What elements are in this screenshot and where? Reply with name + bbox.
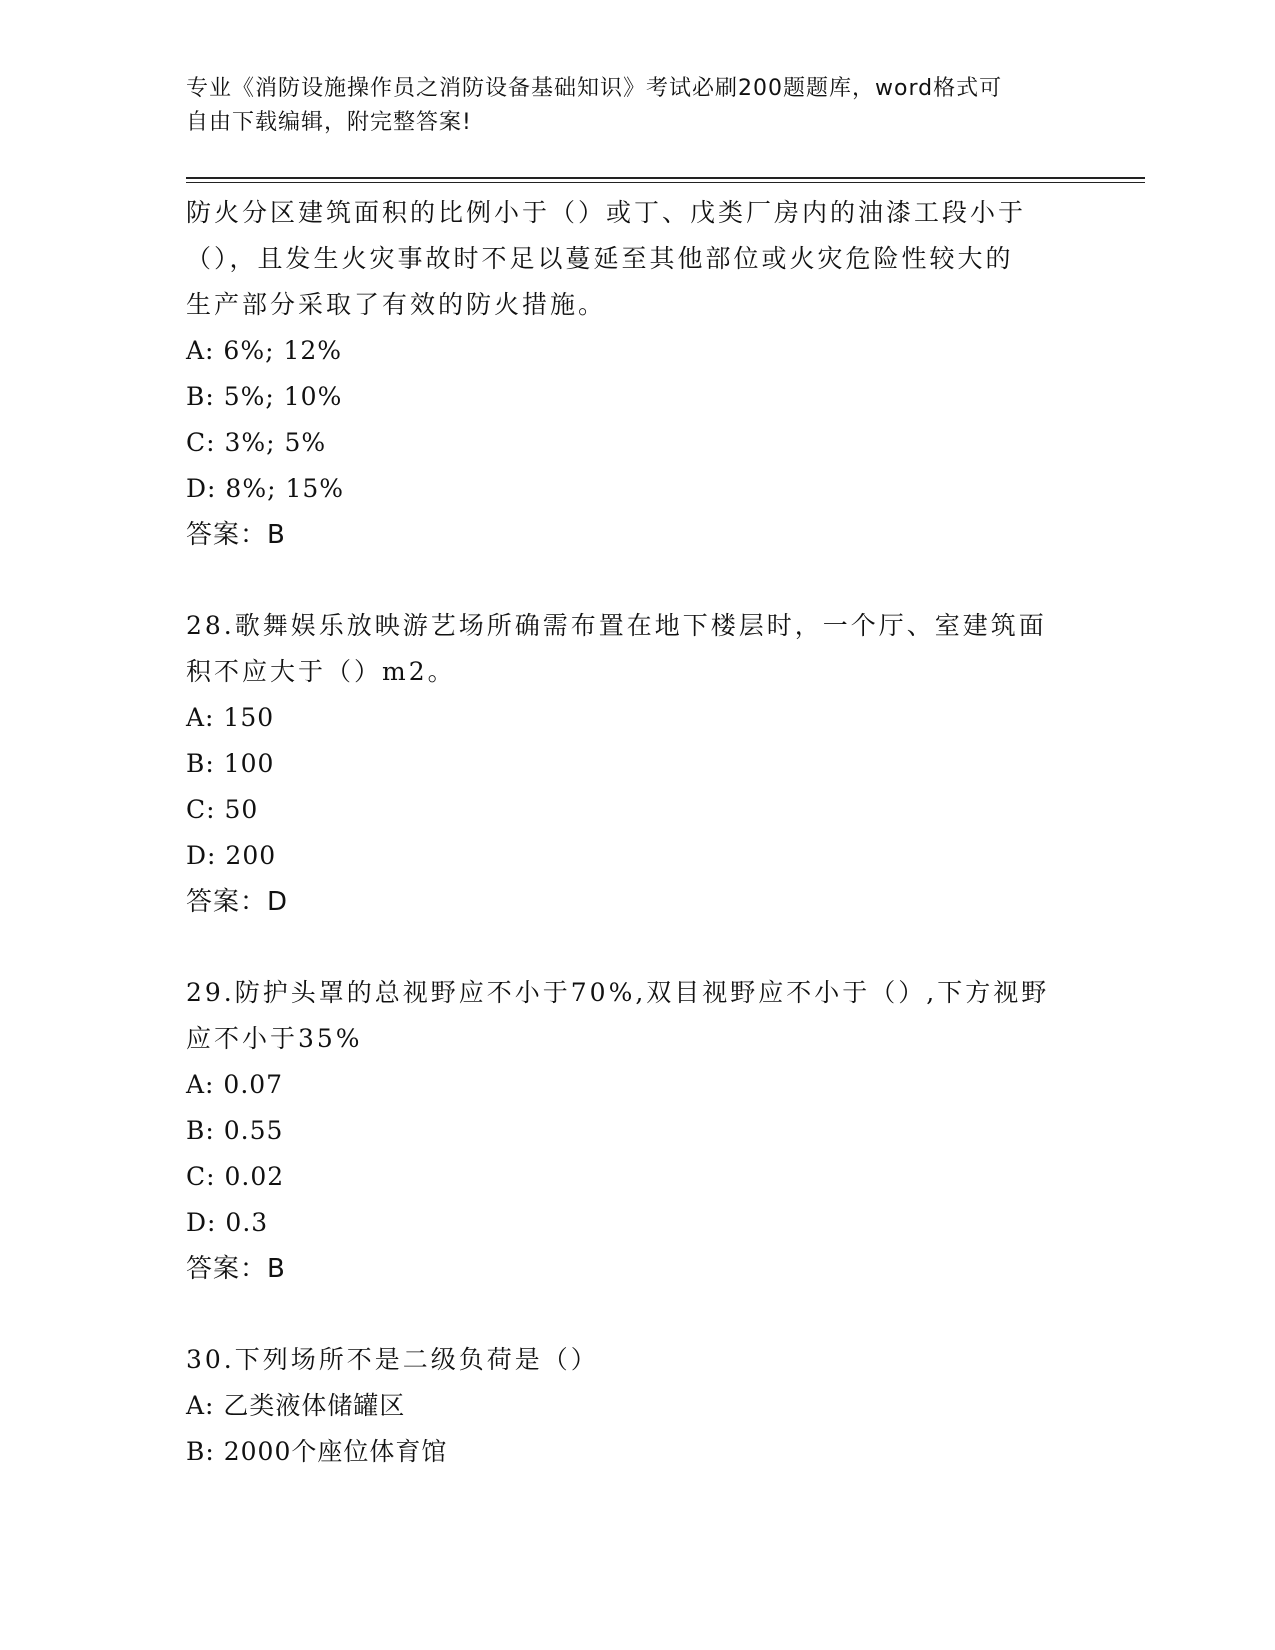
header-divider-thin <box>186 182 1145 183</box>
question-text-line: （），且发生火灾事故时不足以蔓延至其他部位或火灾危险性较大的 <box>186 244 1014 273</box>
option-d: D: 8%; 15% <box>186 474 345 503</box>
question-block <box>186 603 1086 925</box>
answer-line: 答案：D <box>186 887 289 917</box>
option-b: B: 5%; 10% <box>186 382 343 411</box>
answer-line: 答案：B <box>186 520 286 550</box>
question-list <box>186 190 1086 1475</box>
option-c: C: 0.02 <box>186 1162 285 1191</box>
option-d: D: 200 <box>186 841 277 870</box>
header-line-2: 自由下载编辑，附完整答案! <box>186 110 472 135</box>
question-text-line: 29.防护头罩的总视野应不小于70%,双目视野应不小于（）,下方视野 <box>186 978 1050 1007</box>
option-c: C: 50 <box>186 795 259 824</box>
question-block <box>186 190 1086 558</box>
question-text-line: 28.歌舞娱乐放映游艺场所确需布置在地下楼层时，一个厅、室建筑面 <box>186 611 1047 640</box>
header-line-1: 专业《消防设施操作员之消防设备基础知识》考试必刷200题题库，word格式可 <box>186 76 1003 101</box>
question-text-line: 生产部分采取了有效的防火措施。 <box>186 290 607 319</box>
question-block <box>186 1337 1086 1475</box>
option-a: A: 6%; 12% <box>186 336 343 365</box>
question-spacer <box>186 925 1086 970</box>
question-text-line: 应不小于35% <box>186 1024 363 1053</box>
option-b: B: 0.55 <box>186 1116 284 1145</box>
option-a: A: 乙类液体储罐区 <box>186 1391 406 1420</box>
option-d: D: 0.3 <box>186 1208 269 1237</box>
answer-line: 答案：B <box>186 1254 286 1284</box>
question-text-line: 防火分区建筑面积的比例小于（）或丁、戊类厂房内的油漆工段小于 <box>186 198 1027 227</box>
header-divider-thick <box>186 177 1145 179</box>
option-a: A: 0.07 <box>186 1070 284 1099</box>
question-spacer <box>186 558 1086 603</box>
question-text-line: 积不应大于（）m2。 <box>186 657 456 686</box>
option-c: C: 3%; 5% <box>186 428 327 457</box>
option-b: B: 2000个座位体育馆 <box>186 1437 448 1466</box>
question-text-line: 30.下列场所不是二级负荷是（） <box>186 1345 599 1374</box>
document-header <box>186 72 1066 140</box>
question-block <box>186 970 1086 1292</box>
option-b: B: 100 <box>186 749 275 778</box>
option-a: A: 150 <box>186 703 275 732</box>
question-spacer <box>186 1292 1086 1337</box>
